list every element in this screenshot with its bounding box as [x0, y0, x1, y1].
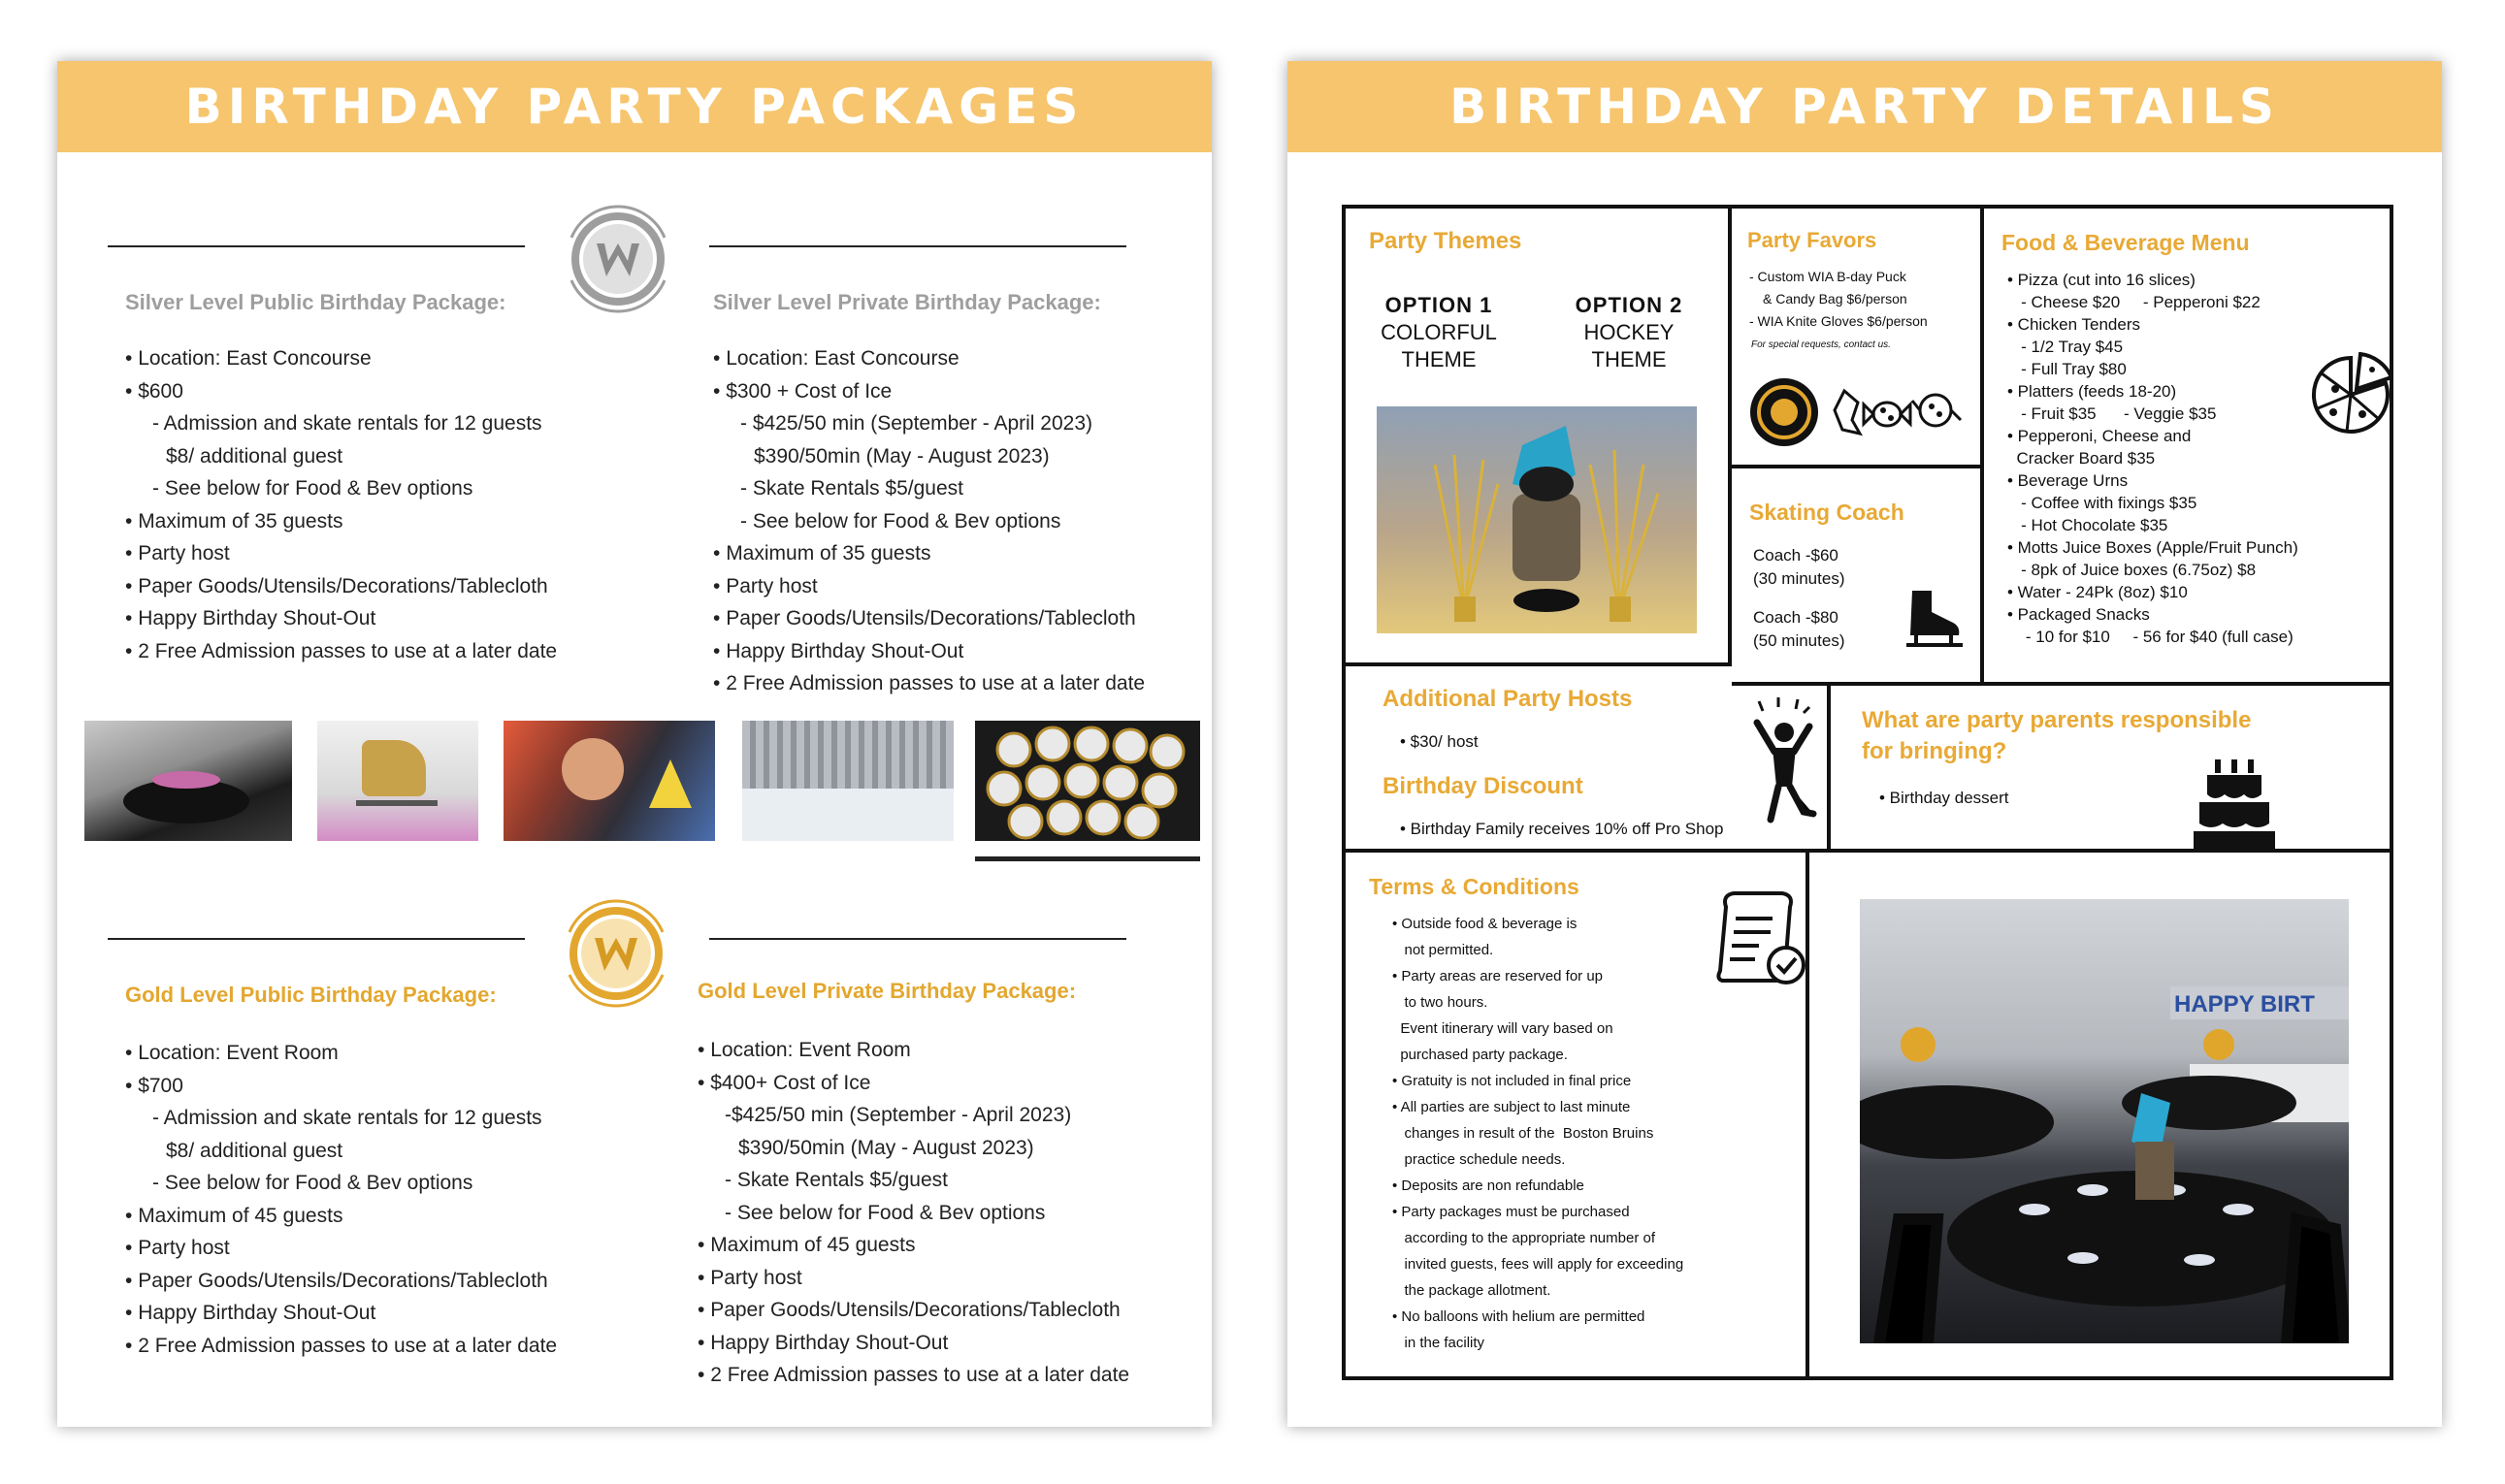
discount-item: • Birthday Family receives 10% off Pro Shop [1400, 820, 1724, 838]
package-item: -$425/50 min (September - April 2023) [725, 1104, 1072, 1126]
terms-list [1392, 911, 1683, 1356]
packages-header [57, 61, 1212, 152]
detail-line: • Beverage Urns [2007, 471, 2129, 490]
package-item: • Paper Goods/Utensils/Decorations/Tablecloth [713, 602, 1145, 635]
package-item: • Location: Event Room [125, 1037, 557, 1070]
details-title: BIRTHDAY PARTY DETAILS [1449, 79, 2280, 135]
silver-private-title: Silver Level Private Birthday Package: [713, 290, 1101, 314]
package-item: - Admission and skate rentals for 12 guests [152, 412, 542, 435]
package-item: • Happy Birthday Shout-Out [713, 635, 1145, 668]
detail-line: purchased party package. [1392, 1047, 1568, 1063]
details-page [1287, 61, 2442, 1427]
grid-line [1732, 682, 2393, 686]
package-item: • $300 + Cost of Ice [713, 375, 1145, 408]
package-item: • Maximum of 45 guests [698, 1229, 1129, 1262]
event-room-photo [1860, 899, 2349, 1343]
detail-line: • Pizza (cut into 16 slices) [2007, 271, 2196, 289]
detail-line: practice schedule needs. [1392, 1151, 1566, 1168]
package-item: • Happy Birthday Shout-Out [125, 602, 557, 635]
detail-line: in the facility [1392, 1335, 1485, 1351]
additional-hosts-title: Additional Party Hosts [1383, 686, 1633, 712]
detail-line: invited guests, fees will apply for exceeding [1392, 1256, 1684, 1273]
detail-line: Cracker Board $35 [2007, 449, 2156, 468]
hockey-centerpiece-photo [1377, 406, 1697, 633]
detail-line: - Fruit $35 - Veggie $35 [2007, 404, 2217, 423]
package-item: • Party host [698, 1262, 1129, 1295]
package-item: • Happy Birthday Shout-Out [125, 1297, 557, 1330]
detail-line: the package allotment. [1392, 1282, 1551, 1299]
celebrate-person-icon [1745, 694, 1823, 829]
detail-line: • Packaged Snacks [2007, 605, 2150, 624]
puck-icon [1747, 375, 1821, 449]
detail-line: to two hours. [1392, 994, 1488, 1011]
detail-line: - Cheese $20 - Pepperoni $22 [2007, 293, 2261, 311]
package-item: • $700 [125, 1070, 557, 1103]
detail-line: • Gratuity is not included in final price [1392, 1073, 1632, 1089]
detail-line: - Coffee with fixings $35 [2007, 494, 2197, 512]
candy-icon [1827, 381, 1972, 441]
packages-title: BIRTHDAY PARTY PACKAGES [184, 79, 1085, 135]
package-item: - Skate Rentals $5/guest [725, 1169, 948, 1191]
coach-line-2: (30 minutes) [1753, 569, 1845, 588]
event-room-icon [1860, 899, 2349, 1343]
pizza-icon [2308, 352, 2393, 437]
gold-skate-photo [317, 721, 478, 841]
theme-option-1 [1371, 292, 1507, 373]
grid-line [1980, 209, 1984, 686]
arena-photo [742, 721, 954, 841]
option1-head: OPTION 1 [1384, 293, 1493, 317]
package-item: • Maximum of 45 guests [125, 1200, 557, 1233]
detail-line: - 1/2 Tray $45 [2007, 338, 2124, 356]
bruins-cookies-photo [975, 721, 1200, 841]
food-menu-list [2007, 269, 2298, 648]
divider-line [108, 938, 525, 940]
grid-line [1827, 682, 1831, 853]
detail-line: • Party areas are reserved for up [1392, 968, 1604, 984]
gold-public-title: Gold Level Public Birthday Package: [125, 983, 497, 1007]
detail-line: • Water - 24Pk (8oz) $10 [2007, 583, 2188, 601]
package-item: - See below for Food & Bev options [725, 1201, 1046, 1224]
packages-page [57, 61, 1212, 1427]
detail-line: • Outside food & beverage is [1392, 916, 1578, 932]
gold-private-list [698, 1034, 1129, 1392]
package-item: • Paper Goods/Utensils/Decorations/Tablecloth [698, 1294, 1129, 1327]
grid-line [1346, 662, 1732, 666]
package-item: • $400+ Cost of Ice [698, 1067, 1129, 1100]
detail-line: changes in result of the Boston Bruins [1392, 1125, 1654, 1142]
grid-line [1728, 209, 1732, 666]
package-item: • Happy Birthday Shout-Out [698, 1327, 1129, 1360]
detail-line: - 8pk of Juice boxes (6.75oz) $8 [2007, 561, 2257, 579]
favors-line-3: - WIA Knite Gloves $6/person [1749, 313, 1928, 329]
divider-line [108, 245, 525, 247]
party-favors-title: Party Favors [1747, 228, 1877, 252]
cookie-icons [975, 721, 1200, 841]
package-item: - See below for Food & Bev options [740, 509, 1061, 532]
detail-line: • Party packages must be purchased [1392, 1204, 1630, 1220]
theme-option-2 [1561, 292, 1697, 373]
package-item: • Location: East Concourse [713, 342, 1145, 375]
details-grid [1342, 205, 2393, 1380]
option2-line2: THEME [1591, 347, 1667, 371]
package-item: $390/50min (May - August 2023) [754, 444, 1050, 468]
silver-logo-icon [538, 179, 698, 339]
detail-line: • Platters (feeds 18-20) [2007, 382, 2177, 401]
skate-icon [1903, 587, 1967, 655]
detail-line: • Chicken Tenders [2007, 315, 2140, 334]
parents-title-line-2: for bringing? [1862, 738, 2007, 764]
option2-head: OPTION 2 [1575, 293, 1683, 317]
child-party-photo [504, 721, 715, 841]
detail-line: according to the appropriate number of [1392, 1230, 1655, 1246]
detail-line: - Hot Chocolate $35 [2007, 516, 2168, 534]
detail-line: • Motts Juice Boxes (Apple/Fruit Punch) [2007, 538, 2298, 557]
detail-line: • No balloons with helium are permitted [1392, 1308, 1645, 1325]
package-item: $8/ additional guest [166, 444, 343, 468]
divider-line [709, 938, 1126, 940]
coach-line-4: (50 minutes) [1753, 631, 1845, 650]
food-menu-title: Food & Beverage Menu [2001, 230, 2250, 255]
gold-public-list [125, 1037, 557, 1362]
package-item: • Location: East Concourse [125, 342, 557, 375]
package-item: $390/50min (May - August 2023) [738, 1136, 1034, 1159]
coach-line-1: Coach -$60 [1753, 546, 1838, 565]
package-item: • Maximum of 35 guests [125, 505, 557, 538]
package-item: • Party host [125, 1232, 557, 1265]
divider-line [975, 856, 1200, 861]
party-themes-title: Party Themes [1369, 228, 1522, 254]
gold-logo-icon [537, 874, 696, 1033]
skating-coach-title: Skating Coach [1749, 500, 1904, 525]
package-item: • $600 [125, 375, 557, 408]
party-table-photo [84, 721, 292, 841]
centerpiece-icon [1377, 406, 1697, 633]
detail-line: • All parties are subject to last minute [1392, 1099, 1631, 1115]
silver-public-list [125, 342, 557, 667]
package-item: • Paper Goods/Utensils/Decorations/Tablecloth [125, 570, 557, 603]
package-item: - See below for Food & Bev options [152, 477, 473, 500]
package-item: • 2 Free Admission passes to use at a later date [125, 1330, 557, 1363]
option1-line2: THEME [1401, 347, 1477, 371]
favors-note: For special requests, contact us. [1751, 339, 1891, 350]
package-item: $8/ additional guest [166, 1139, 343, 1162]
package-item: • Party host [713, 570, 1145, 603]
terms-title: Terms & Conditions [1369, 874, 1579, 899]
detail-line: • Pepperoni, Cheese and [2007, 427, 2192, 445]
coach-line-3: Coach -$80 [1753, 608, 1838, 627]
hosts-item: • $30/ host [1400, 732, 1479, 751]
package-item: - Admission and skate rentals for 12 guests [152, 1107, 542, 1129]
document-check-icon [1716, 887, 1813, 992]
grid-line [1728, 465, 1980, 468]
package-item: - Skate Rentals $5/guest [740, 477, 963, 500]
package-item: • Paper Goods/Utensils/Decorations/Tablecloth [125, 1265, 557, 1298]
detail-line: not permitted. [1392, 942, 1494, 958]
cake-icon [2190, 754, 2279, 851]
package-item: - See below for Food & Bev options [152, 1172, 473, 1194]
detail-line: Event itinerary will vary based on [1392, 1020, 1613, 1037]
parents-title-line-1: What are party parents responsible [1862, 707, 2252, 733]
favors-line-2: & Candy Bag $6/person [1763, 291, 1907, 306]
detail-line: - Full Tray $80 [2007, 360, 2127, 378]
package-item: • 2 Free Admission passes to use at a later date [698, 1359, 1129, 1392]
package-item: • Maximum of 35 guests [713, 537, 1145, 570]
package-item: • 2 Free Admission passes to use at a later date [125, 635, 557, 668]
option2-line1: HOCKEY [1583, 320, 1675, 344]
package-item: - $425/50 min (September - April 2023) [740, 412, 1093, 435]
details-header [1287, 61, 2442, 152]
banner-text: HAPPY BIRT [2174, 991, 2315, 1017]
silver-private-list [713, 342, 1145, 700]
parents-item: • Birthday dessert [1879, 789, 2009, 807]
birthday-discount-title: Birthday Discount [1383, 773, 1583, 799]
detail-line: - 10 for $10 - 56 for $40 (full case) [2007, 628, 2294, 646]
package-item: • Location: Event Room [698, 1034, 1129, 1067]
divider-line [709, 245, 1126, 247]
detail-line: • Deposits are non refundable [1392, 1178, 1584, 1194]
package-item: • Party host [125, 537, 557, 570]
gold-private-title: Gold Level Private Birthday Package: [698, 979, 1077, 1003]
option1-line1: COLORFUL [1381, 320, 1497, 344]
silver-public-title: Silver Level Public Birthday Package: [125, 290, 506, 314]
favors-line-1: - Custom WIA B-day Puck [1749, 269, 1906, 284]
package-item: • 2 Free Admission passes to use at a later date [713, 667, 1145, 700]
